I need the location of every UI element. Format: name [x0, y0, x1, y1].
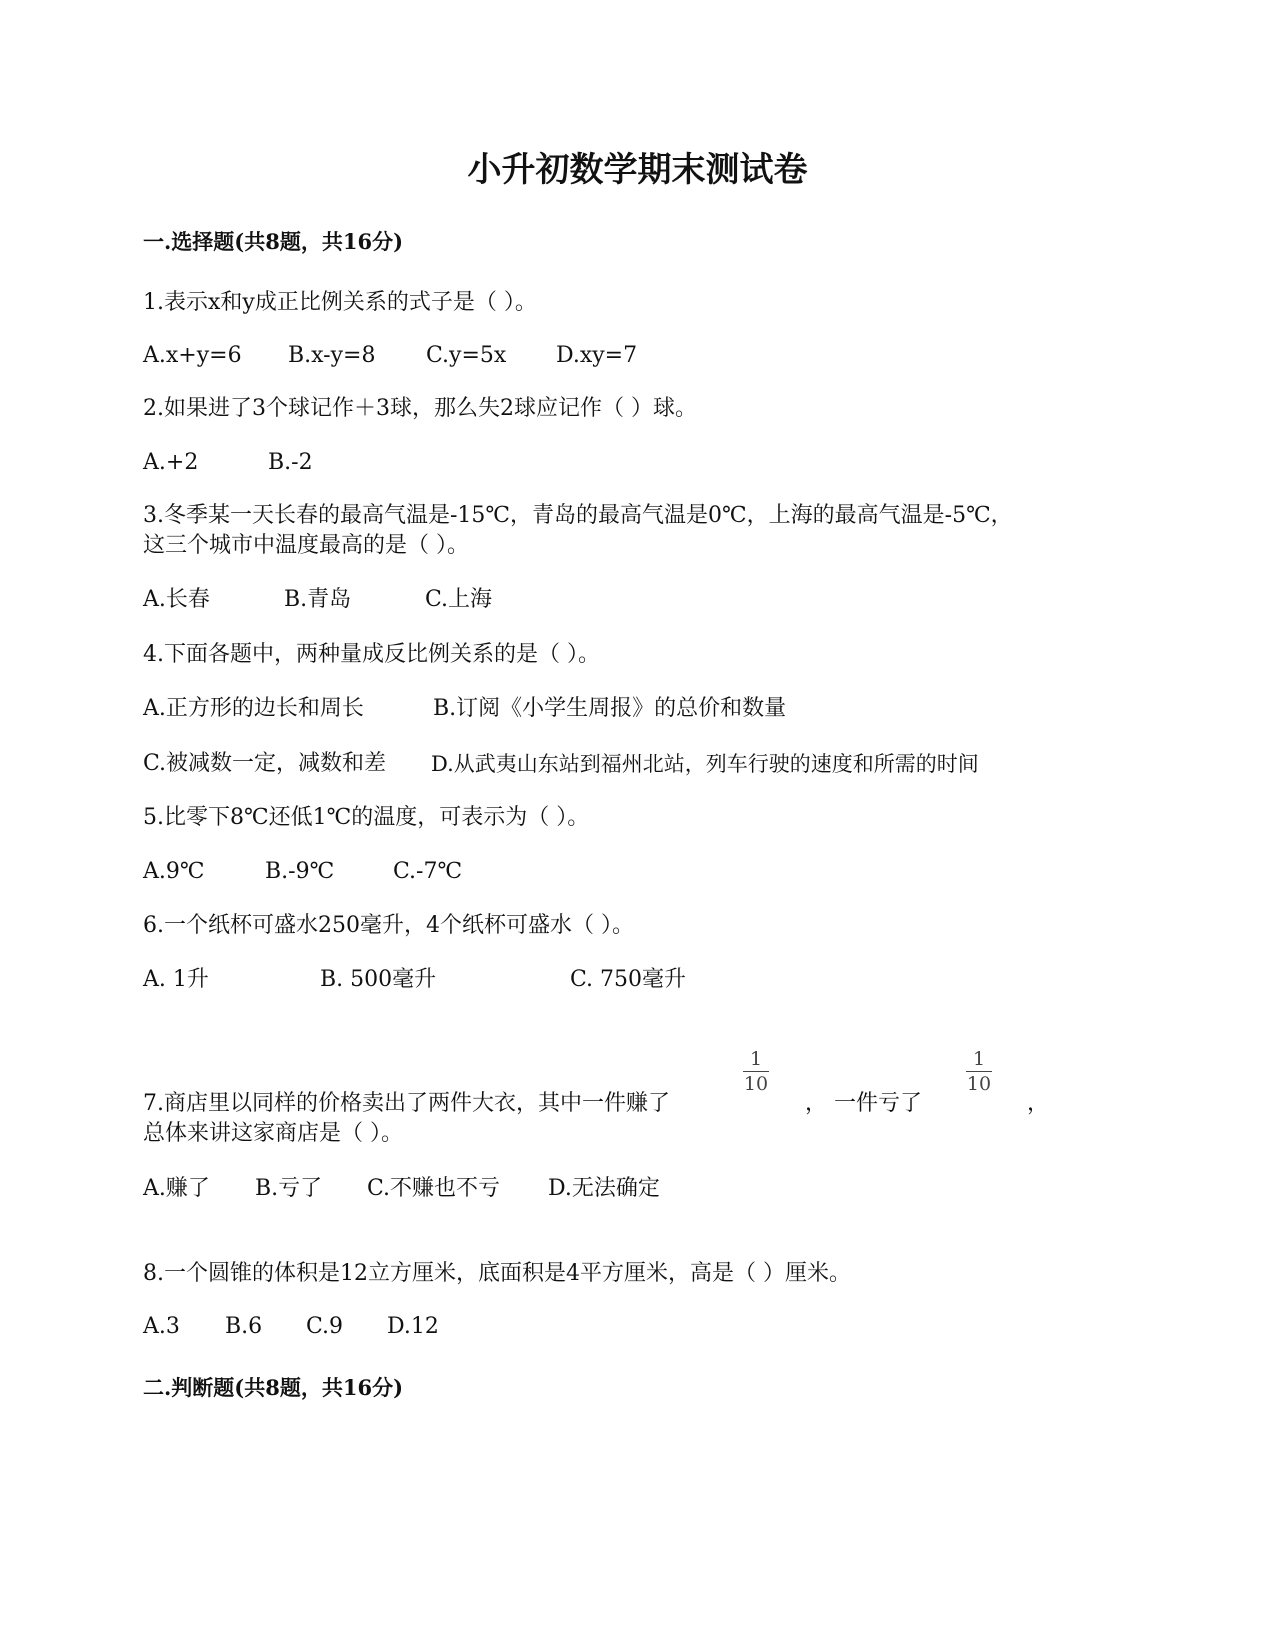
question-6-stem: 6.一个纸杯可盛水250毫升，4个纸杯可盛水（ ）。	[143, 913, 634, 938]
question-1-option-b: B.x-y=8	[288, 343, 376, 368]
question-6-option-b: B. 500毫升	[320, 967, 437, 992]
question-2-stem: 2.如果进了3个球记作＋3球，那么失2球应记作（ ）球。	[143, 396, 697, 421]
question-7-stem-part-1: 7.商店里以同样的价格卖出了两件大衣，其中一件赚了	[143, 1091, 670, 1116]
question-7-stem-part-2: ， 一件亏了	[805, 1091, 922, 1116]
question-3-option-b: B.青岛	[284, 587, 352, 612]
question-7-option-b: B.亏了	[255, 1176, 323, 1201]
question-8-option-b: B.6	[225, 1314, 263, 1339]
fraction-bar	[743, 1071, 769, 1072]
question-3-stem-line-1: 3.冬季某一天长春的最高气温是-15℃，青岛的最高气温是0℃，上海的最高气温是-5℃，	[143, 503, 1013, 528]
question-4-option-c: C.被减数一定，减数和差	[143, 751, 387, 776]
section-heading-choice: 一.选择题(共8题，共16分)	[143, 229, 404, 254]
question-2-option-a: A.+2	[143, 450, 199, 475]
fraction-one-tenth	[964, 1048, 994, 1095]
question-6-option-c: C. 750毫升	[570, 967, 687, 992]
fraction-numerator: 1	[749, 1048, 763, 1070]
fraction-numerator: 1	[972, 1048, 986, 1070]
fraction-denominator: 10	[966, 1073, 992, 1095]
question-8-option-c: C.9	[306, 1314, 344, 1339]
question-7-option-d: D.无法确定	[548, 1176, 660, 1201]
fraction-one-tenth	[741, 1048, 771, 1095]
question-7-option-c: C.不赚也不亏	[367, 1176, 501, 1201]
question-4-option-b: B.订阅《小学生周报》的总价和数量	[433, 696, 787, 721]
question-5-option-b: B.-9℃	[265, 859, 335, 884]
question-2-option-b: B.-2	[268, 450, 313, 475]
question-4-stem: 4.下面各题中，两种量成反比例关系的是（ ）。	[143, 642, 600, 667]
question-6-option-a: A. 1升	[143, 967, 209, 992]
page-title: 小升初数学期末测试卷	[467, 150, 808, 190]
fraction-denominator: 10	[743, 1073, 769, 1095]
question-5-option-a: A.9℃	[143, 859, 205, 884]
question-5-stem: 5.比零下8℃还低1℃的温度，可表示为（ ）。	[143, 805, 590, 830]
question-1-option-c: C.y=5x	[426, 343, 507, 368]
question-8-option-a: A.3	[143, 1314, 180, 1339]
question-1-option-a: A.x+y=6	[143, 343, 242, 368]
question-4-option-d: D.从武夷山东站到福州北站，列车行驶的速度和所需的时间	[431, 752, 979, 776]
question-7-stem-line-2: 总体来讲这家商店是（ ）。	[143, 1121, 403, 1146]
question-1-option-d: D.xy=7	[556, 343, 638, 368]
question-7-option-a: A.赚了	[143, 1176, 210, 1201]
question-5-option-c: C.-7℃	[393, 859, 463, 884]
question-4-option-a: A.正方形的边长和周长	[143, 696, 364, 721]
question-3-stem-line-2: 这三个城市中温度最高的是（ ）。	[143, 533, 469, 558]
question-7-stem-part-3: ，	[1027, 1091, 1050, 1116]
question-3-option-c: C.上海	[425, 587, 493, 612]
section-heading-judgment: 二.判断题(共8题，共16分)	[143, 1375, 404, 1400]
question-1-stem: 1.表示x和y成正比例关系的式子是（ ）。	[143, 290, 537, 315]
question-8-stem: 8.一个圆锥的体积是12立方厘米，底面积是4平方厘米，高是（ ）厘米。	[143, 1261, 851, 1286]
fraction-bar	[966, 1071, 992, 1072]
question-3-option-a: A.长春	[143, 587, 210, 612]
question-8-option-d: D.12	[387, 1314, 439, 1339]
